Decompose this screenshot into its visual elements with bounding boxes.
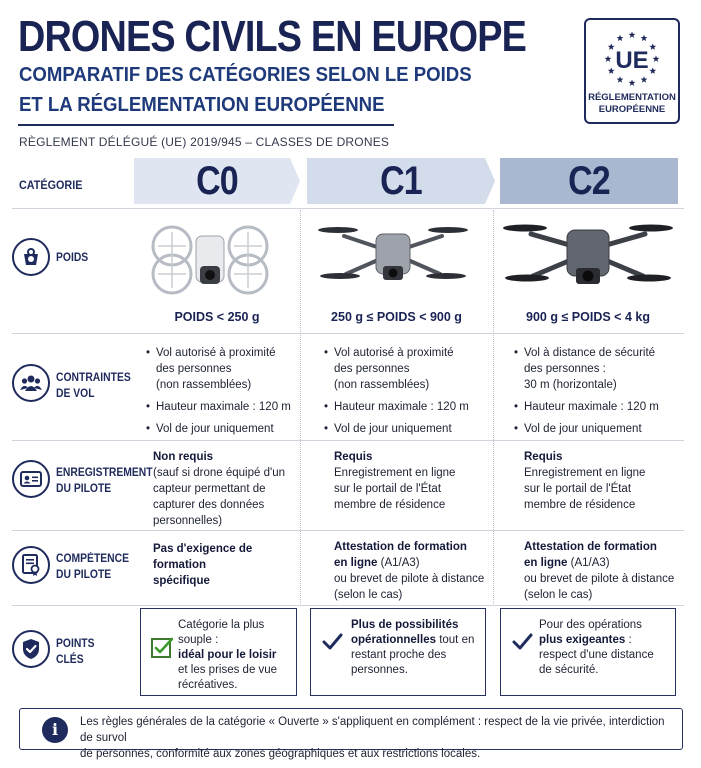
row-label-line: DU PILOTE bbox=[56, 569, 112, 581]
key-line: récréatives. bbox=[178, 679, 238, 691]
star-icon bbox=[649, 67, 656, 74]
competence-c2 bbox=[524, 539, 682, 603]
registration-line: sur le portail de l'État bbox=[524, 483, 632, 495]
registration-title: Requis bbox=[524, 451, 563, 463]
constraint-line: • Vol de jour uniquement bbox=[514, 421, 680, 437]
competence-suffix: (A1/A3) bbox=[567, 557, 610, 569]
subtitle-line-1: COMPARATIF DES CATÉGORIES SELON LE POIDS bbox=[19, 64, 472, 86]
badge-caption bbox=[586, 92, 678, 116]
constraint-line: • Hauteur maximale : 120 m bbox=[514, 399, 680, 415]
key-line: restant proche des bbox=[351, 649, 447, 661]
weight-c0: POIDS < 250 g bbox=[174, 310, 260, 324]
row-label-line: CONTRAINTES bbox=[56, 372, 131, 384]
row-label-line: ENREGISTREMENT bbox=[56, 467, 153, 479]
competence-title: en ligne bbox=[334, 557, 378, 569]
category-code: C2 bbox=[568, 159, 610, 203]
header-divider bbox=[18, 124, 394, 126]
row-label-line: DU PILOTE bbox=[56, 483, 112, 495]
category-code: C0 bbox=[196, 159, 238, 203]
column-divider bbox=[300, 210, 301, 604]
competence-title: Attestation de formation bbox=[524, 541, 657, 553]
eu-stars-icon bbox=[599, 26, 665, 92]
footer-line: de personnes, conformité aux zones géographiques et aux restrictions locales. bbox=[80, 748, 481, 760]
category-chip-c0 bbox=[134, 158, 300, 204]
id-card-icon bbox=[12, 460, 50, 498]
weight-c1: 250 g ≤ POIDS < 900 g bbox=[331, 310, 462, 324]
star-icon bbox=[608, 67, 615, 74]
eu-regulation-badge bbox=[584, 18, 680, 124]
registration-title: Non requis bbox=[153, 451, 214, 463]
registration-line: membre de résidence bbox=[524, 499, 636, 511]
drone-c0-image bbox=[148, 222, 272, 298]
row-label-enregistrement bbox=[56, 465, 153, 497]
key-line: de sécurité. bbox=[539, 664, 599, 676]
column-divider bbox=[493, 210, 494, 604]
category-chip-c1 bbox=[307, 158, 495, 204]
key-points-c1 bbox=[310, 608, 486, 696]
registration-line: capteur permettant de bbox=[153, 483, 266, 495]
star-icon bbox=[629, 31, 636, 38]
drone-c1-image bbox=[318, 218, 468, 296]
key-line: et les prises de vue bbox=[178, 664, 278, 676]
key-line: Catégorie la plus souple : bbox=[178, 619, 265, 646]
key-line: tout en bbox=[436, 634, 475, 646]
shield-check-icon bbox=[12, 630, 50, 668]
constraints-c1 bbox=[324, 345, 489, 437]
registration-line: Enregistrement en ligne bbox=[334, 467, 456, 479]
constraints-c0 bbox=[146, 345, 296, 437]
registration-line: sur le portail de l'État bbox=[334, 483, 442, 495]
row-divider bbox=[12, 333, 684, 334]
competence-c0 bbox=[153, 541, 298, 589]
star-icon bbox=[629, 79, 636, 86]
row-divider bbox=[12, 530, 684, 531]
key-line: idéal pour le loisir bbox=[178, 649, 277, 661]
key-line-bold: plus exigeantes bbox=[539, 634, 626, 646]
constraint-line: • Hauteur maximale : 120 m bbox=[324, 399, 489, 415]
competence-title: Pas d'exigence de formation bbox=[153, 543, 253, 571]
footer-text bbox=[80, 714, 676, 762]
key-line: Pour des opérations bbox=[539, 619, 642, 631]
registration-c0 bbox=[153, 449, 298, 529]
badge-caption-line-2: EUROPÉENNE bbox=[598, 104, 666, 115]
constraints-c2 bbox=[514, 345, 680, 437]
star-icon bbox=[617, 76, 624, 83]
star-icon bbox=[617, 35, 624, 42]
constraint-line: (non rassemblées) bbox=[334, 379, 430, 391]
key-line: respect d'une distance bbox=[539, 649, 654, 661]
constraint-line: • Vol autorisé à proximité bbox=[146, 345, 296, 361]
row-divider bbox=[12, 208, 684, 209]
registration-c2 bbox=[524, 449, 679, 513]
checkmark-icon bbox=[511, 631, 533, 653]
row-label-line: POINTS bbox=[56, 638, 95, 650]
star-icon bbox=[641, 35, 648, 42]
row-label-line: DE VOL bbox=[56, 388, 95, 400]
badge-caption-line-1: RÉGLEMENTATION bbox=[588, 92, 676, 103]
constraint-line: • Vol de jour uniquement bbox=[324, 421, 489, 437]
row-divider bbox=[12, 440, 684, 441]
key-line-bold: opérationnelles bbox=[351, 634, 436, 646]
row-label-line: COMPÉTENCE bbox=[56, 553, 130, 565]
key-points-c0 bbox=[140, 608, 297, 696]
key-points-text bbox=[539, 618, 673, 678]
eu-label: UE bbox=[615, 47, 649, 74]
registration-line: Enregistrement en ligne bbox=[524, 467, 646, 479]
competence-line: (selon le cas) bbox=[524, 589, 593, 601]
row-label-categorie: CATÉGORIE bbox=[19, 178, 83, 192]
constraint-line: • Vol à distance de sécurité bbox=[514, 345, 680, 361]
key-points-text bbox=[351, 618, 483, 678]
row-label-poids: POIDS bbox=[56, 252, 89, 264]
competence-title: Attestation de formation bbox=[334, 541, 467, 553]
registration-line: capturer des données bbox=[153, 499, 265, 511]
constraint-line: 30 m (horizontale) bbox=[524, 379, 617, 391]
weight-c2: 900 g ≤ POIDS < 4 kg bbox=[526, 310, 650, 324]
subtitle-line-2: ET LA RÉGLEMENTATION EUROPÉENNE bbox=[19, 94, 385, 116]
competence-suffix: (A1/A3) bbox=[377, 557, 420, 569]
category-chip-c2 bbox=[500, 158, 678, 204]
competence-line: ou brevet de pilote à distance bbox=[334, 573, 485, 585]
page-title: DRONES CIVILS EN EUROPE bbox=[18, 12, 526, 61]
checkmark-icon bbox=[321, 631, 343, 653]
certificate-icon bbox=[12, 546, 50, 584]
footer-note bbox=[19, 708, 683, 760]
info-icon: i bbox=[42, 717, 68, 743]
competence-title: spécifique bbox=[153, 575, 210, 587]
row-label-competence bbox=[56, 551, 129, 583]
row-divider bbox=[12, 605, 684, 606]
star-icon bbox=[641, 76, 648, 83]
footer-line: Les règles générales de la catégorie « Ouverte » s'appliquent en complément : respect de la vie privée, interdiction de survol bbox=[80, 716, 665, 744]
star-icon bbox=[605, 55, 612, 62]
registration-line: (sauf si drone équipé d'un bbox=[153, 467, 285, 479]
key-line: : bbox=[625, 634, 632, 646]
constraint-line: • Vol de jour uniquement bbox=[146, 421, 296, 437]
competence-title: en ligne bbox=[524, 557, 568, 569]
registration-line: personnelles) bbox=[153, 515, 223, 527]
star-icon bbox=[608, 43, 615, 50]
constraint-line: • Vol autorisé à proximité bbox=[324, 345, 489, 361]
competence-line: ou brevet de pilote à distance bbox=[524, 573, 675, 585]
registration-line: membre de résidence bbox=[334, 499, 446, 511]
row-label-points bbox=[56, 636, 95, 668]
group-people-icon bbox=[12, 364, 50, 402]
constraint-line: (non rassemblées) bbox=[156, 379, 252, 391]
row-label-contraintes bbox=[56, 370, 131, 402]
key-points-c2 bbox=[500, 608, 676, 696]
regulation-reference: RÈGLEMENT DÉLÉGUÉ (UE) 2019/945 – CLASSES DE DRONES bbox=[19, 135, 390, 149]
category-code: C1 bbox=[380, 159, 422, 203]
key-points-text bbox=[178, 618, 296, 693]
constraint-line: des personnes : bbox=[524, 363, 606, 375]
constraint-line: • Hauteur maximale : 120 m bbox=[146, 399, 296, 415]
drone-c2-image bbox=[503, 214, 673, 298]
key-line-bold: Plus de possibilités bbox=[351, 619, 459, 631]
constraint-line: des personnes bbox=[156, 363, 232, 375]
scale-icon bbox=[12, 238, 50, 276]
registration-c1 bbox=[334, 449, 489, 513]
check-box-icon bbox=[151, 637, 173, 659]
constraint-line: des personnes bbox=[334, 363, 410, 375]
star-icon bbox=[653, 55, 660, 62]
registration-title: Requis bbox=[334, 451, 373, 463]
competence-c1 bbox=[334, 539, 492, 603]
key-line: personnes. bbox=[351, 664, 408, 676]
star-icon bbox=[649, 43, 656, 50]
row-label-line: CLÉS bbox=[56, 654, 84, 666]
competence-line: (selon le cas) bbox=[334, 589, 403, 601]
